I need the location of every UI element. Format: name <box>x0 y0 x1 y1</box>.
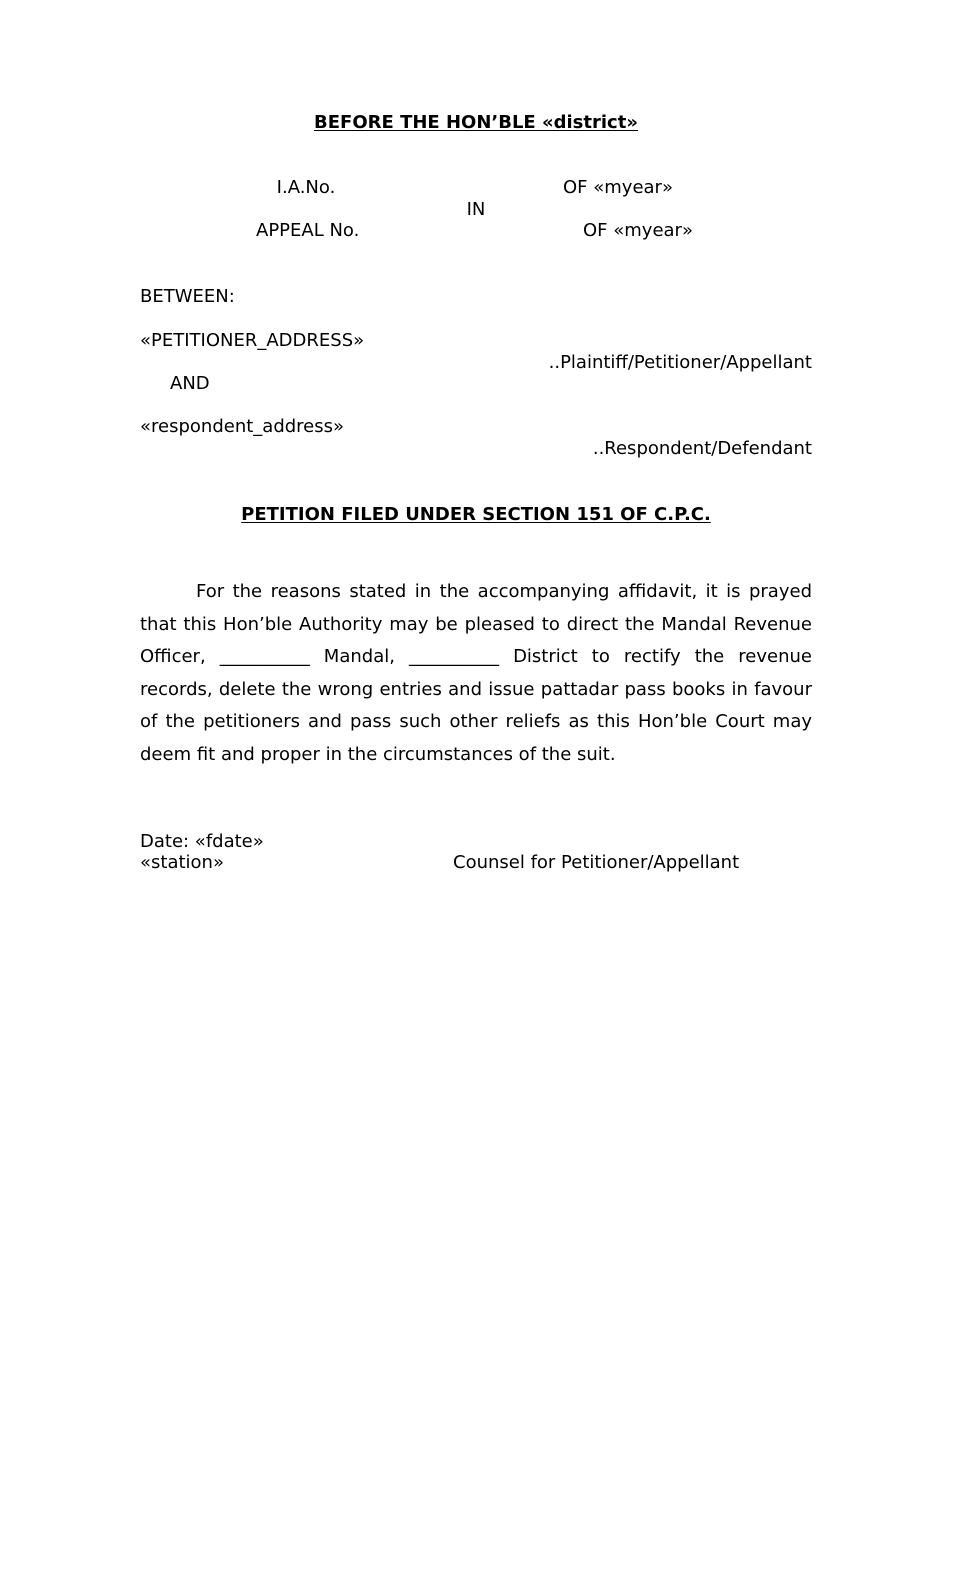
and-label: AND <box>170 373 210 394</box>
between-label: BETWEEN: <box>140 286 235 307</box>
respondent-role: ..Respondent/Defendant <box>592 438 812 459</box>
station: «station» <box>140 852 224 873</box>
date-line: Date: «fdate» <box>140 831 264 852</box>
court-title: BEFORE THE HON’BLE «district» <box>314 112 638 133</box>
ia-number-label: I.A.No. <box>276 177 336 198</box>
counsel-signature-label: Counsel for Petitioner/Appellant <box>453 852 740 873</box>
petition-heading: PETITION FILED UNDER SECTION 151 OF C.P.C. <box>241 504 711 525</box>
respondent-address: «respondent_address» <box>140 416 345 437</box>
petitioner-address: «PETITIONER_ADDRESS» <box>140 330 365 351</box>
petitioner-role: ..Plaintiff/Petitioner/Appellant <box>548 352 812 373</box>
appeal-number-label: APPEAL No. <box>256 220 360 241</box>
petition-body: For the reasons stated in the accompanying affidavit, it is prayed that this Hon’ble Authority may be pleased to direct the Mandal Revenue Officer, __________ Mandal, __________ District to rectify the revenue records, delete the wrong entries and issue pattadar pass books in favour of the petitioners and pass such other reliefs as this Hon’ble Court may deem fit and proper in the circumstances of the suit. <box>140 581 812 765</box>
appeal-year: OF «myear» <box>583 220 693 241</box>
in-label: IN <box>466 199 486 220</box>
ia-year: OF «myear» <box>563 177 673 198</box>
